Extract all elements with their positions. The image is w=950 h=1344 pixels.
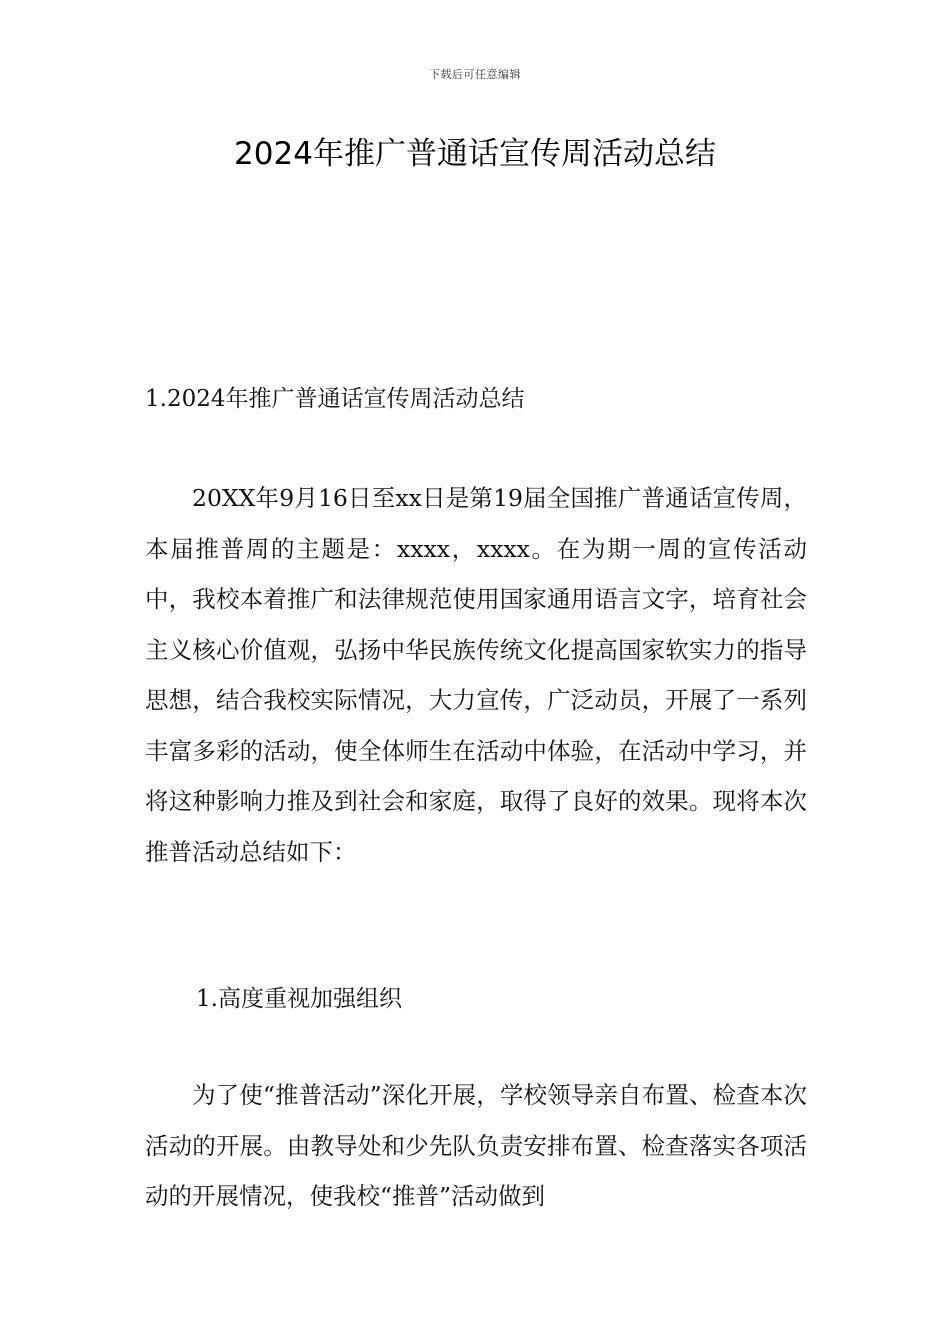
section-heading: 1.2024年推广普通话宣传周活动总结: [145, 386, 525, 412]
intro-paragraph: 20XX年9月16日至xx日是第19届全国推广普通话宣传周，本届推普周的主题是：xxxx，xxxx。在为期一周的宣传活动中，我校本着推广和法律规范使用国家通用语言文字，培育社会主义核心价值观，弘扬中华民族传统文化提高国家软实力的指导思想，结合我校实际情况，大力宣传，广泛动员，开展了一系列丰富多彩的活动，使全体师生在活动中体验，在活动中学习，并将这种影响力推及到社会和家庭，取得了良好的效果。现将本次推普活动总结如下：: [145, 484, 807, 866]
sub-heading-organization: 1.高度重视加强组织: [196, 986, 402, 1012]
header-note: 下载后可任意编辑: [429, 68, 521, 81]
measures-paragraph: 为了使“推普活动”深化开展，学校领导亲自布置、检查本次活动的开展。由教导处和少先队负责安排布置、检查落实各项活动的开展情况，使我校“推普”活动做到: [145, 1081, 807, 1210]
document-title: 2024年推广普通话宣传周活动总结: [234, 136, 716, 172]
